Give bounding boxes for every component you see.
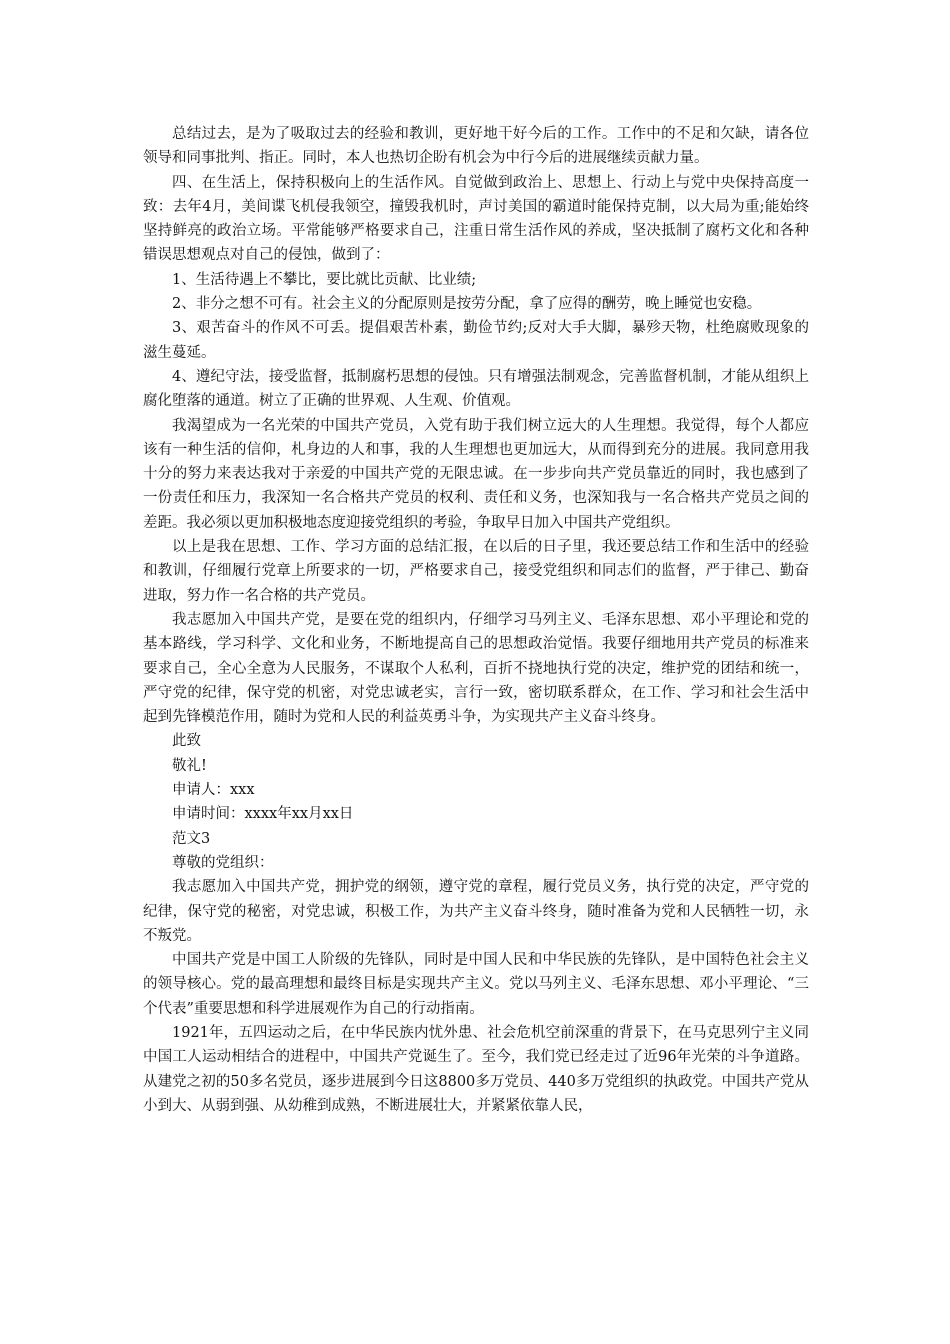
paragraph-summary: 总结过去，是为了吸取过去的经验和教训，更好地干好今后的工作。工作中的不足和欠缺，请各位领导和同事批判、指正。同时，本人也热切企盼有机会为中行今后的进展继续贡献力量。 [143,126,809,167]
closing-respect: 敬礼! [172,757,207,774]
paragraph-party-nature: 中国共产党是中国工人阶级的先锋队，同时是中国人民和中华民族的先锋队，是中国特色社会主义的领导核心。党的最高理想和最终目标是实现共产主义。党以马列主义、毛泽东思想、邓小平理论、“三个代表”重要思想和科学进展观作为自己的行动指南。 [143,952,809,1017]
list-item-2: 2、非分之想不可有。社会主义的分配原则是按劳分配，拿了应得的酬劳，晚上睡觉也安稳。 [172,296,762,313]
sample-heading: 范文3 [172,830,211,847]
application-date-line: 申请时间：xxxx年xx月xx日 [172,806,354,823]
paragraph-party-history: 1921年，五四运动之后，在中华民族内忧外患、社会危机空前深重的背景下，在马克思列宁主义同中国工人运动相结合的进程中，中国共产党诞生了。至今，我们党已经走过了近96年光荣的斗争道路。从建党之初的50多名党员，逐步进展到今日这8800多万党员、440多万党组织的执政党。中国共产党从小到大、从弱到强、从幼稚到成熟，不断进展壮大，并紧紧依靠人民， [143,1024,809,1114]
paragraph-life-style: 四、在生活上，保持积极向上的生活作风。自觉做到政治上、思想上、行动上与党中央保持高度一致：去年4月，美间谍飞机侵我领空，撞毁我机时，声讨美国的霸道时能保持克制，以大局为重;能始终坚持鲜亮的政治立场。平常能够严格要求自己，注重日常生活作风的养成，坚决抵制了腐朽文化和各种错误思想观点对自己的侵蚀，做到了： [143,174,809,264]
paragraph-aspiration: 我渴望成为一名光荣的中国共产党员，入党有助于我们树立远大的人生理想。我觉得，每个人都应该有一种生活的信仰，札身边的人和事，我的人生理想也更加远大，从而得到充分的进展。我同意用我十分的努力来表达我对于亲爱的中国共产党的无限忠诚。在一步步向共产党员靠近的同时，我也感到了一份责任和压力，我深知一名合格共产党员的权利、责任和义务，也深知我与一名合格共产党员之间的差距。我必须以更加积极地态度迎接党组织的考验，争取早日加入中国共产党组织。 [143,417,809,531]
greeting-line: 尊敬的党组织： [172,854,274,871]
paragraph-oath: 我志愿加入中国共产党，拥护党的纲领，遵守党的章程，履行党员义务，执行党的决定，严守党的纪律，保守党的秘密，对党忠诚，积极工作，为共产主义奋斗终身，随时准备为党和人民牺牲一切，永不叛党。 [143,879,809,944]
applicant-line: 申请人：xxx [172,782,255,799]
paragraph-pledge: 我志愿加入中国共产党，是要在党的组织内，仔细学习马列主义、毛泽东思想、邓小平理论和党的基本路线，学习科学、文化和业务，不断地提高自己的思想政治觉悟。我要仔细地用共产党员的标准来要求自己，全心全意为人民服务，不谋取个人私利，百折不挠地执行党的决定，维护党的团结和统一，严守党的纪律，保守党的机密，对党忠诚老实，言行一致，密切联系群众，在工作、学习和社会生活中起到先锋模范作用，随时为党和人民的利益英勇斗争，为实现共产主义奋斗终身。 [143,611,809,726]
list-item-1: 1、生活待遇上不攀比，要比就比贡献、比业绩; [172,271,477,288]
list-item-4: 4、遵纪守法，接受监督，抵制腐朽思想的侵蚀。只有增强法制观念，完善监督机制，才能从组织上腐化堕落的通道。树立了正确的世界观、人生观、价值观。 [143,368,809,410]
paragraph-report: 以上是我在思想、工作、学习方面的总结汇报，在以后的日子里，我还要总结工作和生活中的经验和教训，仔细履行党章上所要求的一切，严格要求自己，接受党组织和同志们的监督，严于律己、勤奋进取，努力作一名合格的共产党员。 [143,539,809,604]
closing-salutation: 此致 [172,733,201,750]
list-item-3: 3、艰苦奋斗的作风不可丢。提倡艰苦朴素，勤俭节约;反对大手大脚，暴殄天物，杜绝腐败现象的滋生蔓延。 [143,320,809,361]
document-body [143,122,809,1118]
